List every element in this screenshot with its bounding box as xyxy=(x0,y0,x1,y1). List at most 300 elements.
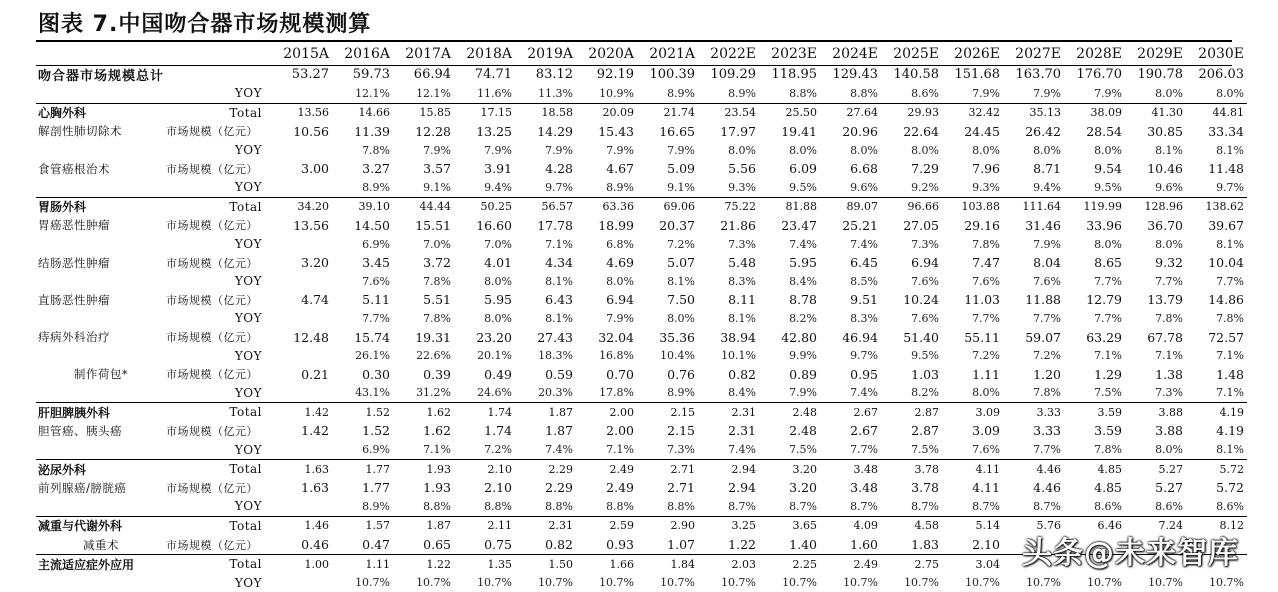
value-cell: 0.89 xyxy=(789,366,818,382)
metric-label: Total xyxy=(164,516,270,535)
value-cell: 7.96 xyxy=(972,161,1001,177)
value-cell: 8.0% xyxy=(1033,143,1062,157)
value-cell: 1.77 xyxy=(362,480,391,496)
value-cell: 7.9% xyxy=(606,311,635,325)
value-cell: 2.31 xyxy=(515,516,576,535)
value-cell: 7.2% xyxy=(484,443,513,457)
value-cell: 6.46 xyxy=(1064,516,1125,535)
value-cell: 1.11 xyxy=(972,366,1001,382)
value-cell: 32.42 xyxy=(942,103,1003,122)
value-cell xyxy=(270,346,332,365)
value-cell: 16.60 xyxy=(476,217,513,233)
value-cell: 7.9% xyxy=(789,386,818,400)
value-cell: 5.27 xyxy=(1125,459,1186,478)
value-cell: 7.1% xyxy=(423,443,452,457)
value-cell: 8.6% xyxy=(1155,499,1184,513)
table-row xyxy=(36,384,1247,403)
table-row xyxy=(36,235,1247,254)
value-cell: 22.6% xyxy=(416,349,452,363)
value-cell: 1.83 xyxy=(911,537,940,553)
metric-label: YOY xyxy=(234,237,263,252)
value-cell: 26.42 xyxy=(1025,123,1062,139)
table-row xyxy=(36,178,1247,197)
category-label xyxy=(36,440,164,459)
value-cell: 14.29 xyxy=(537,123,574,139)
procedure-label: 制作荷包* xyxy=(73,367,129,382)
value-cell: 2.31 xyxy=(728,423,757,439)
value-cell: 8.0% xyxy=(1155,237,1184,251)
value-cell: 10.7% xyxy=(904,576,940,590)
value-cell: 56.57 xyxy=(515,197,576,216)
value-cell: 7.7% xyxy=(1094,274,1123,288)
value-cell: 7.9% xyxy=(545,143,574,157)
value-cell: 9.5% xyxy=(911,349,940,363)
year-header-cell: 2023E xyxy=(771,45,818,62)
value-cell: 5.14 xyxy=(942,516,1003,535)
value-cell: 81.88 xyxy=(759,197,820,216)
value-cell: 6.09 xyxy=(789,161,818,177)
value-cell: 8.9% xyxy=(667,86,696,100)
value-cell: 3.04 xyxy=(942,554,1003,573)
value-cell: 9.54 xyxy=(1094,161,1123,177)
value-cell: 7.9% xyxy=(423,143,452,157)
value-cell: 8.0% xyxy=(667,311,696,325)
value-cell: 4.46 xyxy=(1033,480,1062,496)
value-cell: 44.81 xyxy=(1186,103,1247,122)
category-label xyxy=(36,309,164,328)
value-cell: 1.84 xyxy=(637,554,698,573)
value-cell: 3.45 xyxy=(362,255,391,271)
value-cell: 8.0% xyxy=(789,143,818,157)
value-cell: 9.4% xyxy=(1033,180,1062,194)
value-cell: 8.0% xyxy=(1155,86,1184,100)
table-row xyxy=(36,159,1247,178)
value-cell: 2.87 xyxy=(911,423,940,439)
value-cell: 0.70 xyxy=(606,366,635,382)
value-cell xyxy=(270,84,332,103)
value-cell: 2.67 xyxy=(850,423,879,439)
value-cell: 9.1% xyxy=(667,180,696,194)
value-cell: 1.77 xyxy=(332,459,393,478)
value-cell: 8.0% xyxy=(484,311,513,325)
value-cell: 12.28 xyxy=(415,123,452,139)
value-cell: 1.93 xyxy=(423,480,452,496)
table-row xyxy=(36,478,1247,497)
year-header-cell: 2016A xyxy=(344,45,391,62)
value-cell: 67.78 xyxy=(1147,329,1184,345)
value-cell: 8.0% xyxy=(972,386,1001,400)
value-cell: 7.5% xyxy=(1094,386,1123,400)
value-cell: 2.10 xyxy=(972,537,1001,553)
value-cell: 26.1% xyxy=(355,349,391,363)
value-cell: 2.15 xyxy=(637,403,698,422)
metric-label: YOY xyxy=(234,86,263,101)
table-row xyxy=(36,291,1247,310)
value-cell: 2.48 xyxy=(789,423,818,439)
value-cell: 7.6% xyxy=(911,311,940,325)
metric-label: 市场规模（亿元） xyxy=(166,424,259,438)
table-row xyxy=(36,253,1247,272)
value-cell: 6.45 xyxy=(850,255,879,271)
value-cell: 7.3% xyxy=(728,237,757,251)
value-cell: 46.94 xyxy=(842,329,879,345)
value-cell: 2.00 xyxy=(606,423,635,439)
metric-label: 市场规模（亿元） xyxy=(166,368,259,382)
value-cell: 0.82 xyxy=(545,537,574,553)
value-cell: 8.6% xyxy=(911,86,940,100)
value-cell: 89.07 xyxy=(820,197,881,216)
value-cell: 128.96 xyxy=(1125,197,1186,216)
value-cell: 3.33 xyxy=(1003,403,1064,422)
value-cell: 2.10 xyxy=(454,459,515,478)
year-header-cell: 2021A xyxy=(649,45,696,62)
value-cell: 13.79 xyxy=(1147,292,1184,308)
value-cell: 8.8% xyxy=(545,499,574,513)
value-cell: 63.29 xyxy=(1086,329,1123,345)
value-cell: 1.22 xyxy=(393,554,454,573)
value-cell: 3.20 xyxy=(759,459,820,478)
value-cell: 19.41 xyxy=(781,123,818,139)
value-cell: 5.95 xyxy=(484,292,513,308)
procedure-label: 痔病外科治疗 xyxy=(38,330,110,345)
value-cell: 39.67 xyxy=(1208,217,1245,233)
value-cell: 8.1% xyxy=(1216,237,1245,251)
value-cell: 2.29 xyxy=(515,459,576,478)
value-cell: 8.0% xyxy=(850,143,879,157)
year-header-cell: 2027E xyxy=(1015,45,1062,62)
value-cell: 7.0% xyxy=(484,237,513,251)
value-cell: 1.63 xyxy=(270,459,332,478)
table-row xyxy=(36,403,1247,422)
table-row xyxy=(36,103,1247,122)
value-cell: 8.7% xyxy=(728,499,757,513)
value-cell: 1.42 xyxy=(270,403,332,422)
value-cell: 24.6% xyxy=(477,386,513,400)
value-cell: 7.7% xyxy=(1033,443,1062,457)
value-cell: 6.43 xyxy=(545,292,574,308)
metric-label: YOY xyxy=(234,274,263,289)
value-cell: 8.65 xyxy=(1094,255,1123,271)
year-header-cell: 2020A xyxy=(588,45,635,62)
value-cell: 9.3% xyxy=(972,180,1001,194)
value-cell: 9.7% xyxy=(850,349,879,363)
value-cell: 5.56 xyxy=(728,161,757,177)
table-row xyxy=(36,122,1247,141)
value-cell: 15.51 xyxy=(415,217,452,233)
value-cell: 35.36 xyxy=(659,329,696,345)
value-cell: 9.3% xyxy=(728,180,757,194)
value-cell: 8.8% xyxy=(789,86,818,100)
value-cell: 0.76 xyxy=(667,366,696,382)
value-cell: 5.76 xyxy=(1003,516,1064,535)
value-cell: 7.7% xyxy=(1033,311,1062,325)
value-cell: 7.4% xyxy=(728,443,757,457)
value-cell: 7.3% xyxy=(667,443,696,457)
value-cell: 13.25 xyxy=(476,123,513,139)
value-cell: 9.1% xyxy=(423,180,452,194)
value-cell: 8.7% xyxy=(1033,499,1062,513)
value-cell: 1.40 xyxy=(789,537,818,553)
value-cell: 7.9% xyxy=(606,143,635,157)
value-cell: 8.12 xyxy=(1186,516,1247,535)
metric-label: YOY xyxy=(234,311,263,326)
value-cell: 10.46 xyxy=(1147,161,1184,177)
value-cell: 9.5% xyxy=(1094,180,1123,194)
procedure-label: 结肠恶性肿瘤 xyxy=(38,255,110,270)
table-row xyxy=(36,84,1247,103)
value-cell: 1.93 xyxy=(393,459,454,478)
value-cell xyxy=(270,141,332,160)
value-cell: 1.62 xyxy=(393,403,454,422)
value-cell: 7.4% xyxy=(545,443,574,457)
value-cell: 21.86 xyxy=(720,217,757,233)
value-cell: 23.47 xyxy=(781,217,818,233)
table-title: 图表 7.中国吻合器市场规模测算 xyxy=(38,12,372,37)
value-cell: 2.67 xyxy=(820,403,881,422)
value-cell: 2.59 xyxy=(576,516,637,535)
value-cell: 7.3% xyxy=(911,237,940,251)
value-cell: 7.9% xyxy=(1094,86,1123,100)
value-cell: 7.4% xyxy=(850,237,879,251)
value-cell: 1.57 xyxy=(332,516,393,535)
value-cell: 10.7% xyxy=(355,576,391,590)
value-cell: 5.72 xyxy=(1216,480,1245,496)
value-cell: 7.8% xyxy=(1094,443,1123,457)
value-cell: 129.43 xyxy=(832,67,879,82)
value-cell: 7.2% xyxy=(1033,349,1062,363)
value-cell: 7.6% xyxy=(1033,274,1062,288)
value-cell: 15.74 xyxy=(354,329,391,345)
procedure-label: 胆管癌、胰头癌 xyxy=(38,423,122,438)
year-header-row xyxy=(36,42,1247,65)
value-cell: 20.3% xyxy=(538,386,574,400)
value-cell: 8.6% xyxy=(1216,499,1245,513)
value-cell: 24.45 xyxy=(964,123,1001,139)
value-cell: 0.59 xyxy=(545,366,574,382)
value-cell: 20.1% xyxy=(477,349,513,363)
value-cell: 2.10 xyxy=(484,480,513,496)
metric-label: Total xyxy=(164,197,270,216)
value-cell: 1.48 xyxy=(1216,366,1245,382)
value-cell: 3.78 xyxy=(911,480,940,496)
value-cell: 7.7% xyxy=(1094,311,1123,325)
value-cell: 1.35 xyxy=(454,554,515,573)
value-cell: 1.52 xyxy=(332,403,393,422)
value-cell: 10.7% xyxy=(416,576,452,590)
value-cell: 5.51 xyxy=(423,292,452,308)
value-cell: 17.78 xyxy=(537,217,574,233)
value-cell: 6.68 xyxy=(850,161,879,177)
value-cell: 1.63 xyxy=(301,480,330,496)
value-cell: 32.04 xyxy=(598,329,635,345)
value-cell: 7.24 xyxy=(1125,516,1186,535)
value-cell: 20.37 xyxy=(659,217,696,233)
value-cell: 63.36 xyxy=(576,197,637,216)
value-cell: 1.11 xyxy=(332,554,393,573)
value-cell: 27.64 xyxy=(820,103,881,122)
table-row xyxy=(36,440,1247,459)
value-cell: 23.54 xyxy=(698,103,759,122)
value-cell xyxy=(270,272,332,291)
value-cell: 7.7% xyxy=(362,311,391,325)
value-cell: 10.7% xyxy=(843,576,879,590)
value-cell: 6.9% xyxy=(362,237,391,251)
value-cell: 9.6% xyxy=(1155,180,1184,194)
category-label: 减重与代谢外科 xyxy=(36,516,164,535)
value-cell: 109.29 xyxy=(710,67,757,82)
value-cell: 7.4% xyxy=(850,386,879,400)
value-cell: 8.1% xyxy=(728,311,757,325)
category-label xyxy=(36,573,164,592)
value-cell: 2.48 xyxy=(759,403,820,422)
value-cell: 118.95 xyxy=(771,67,818,82)
procedure-label: 直肠恶性肿瘤 xyxy=(38,292,110,307)
value-cell: 0.75 xyxy=(484,537,513,553)
value-cell: 8.0% xyxy=(911,143,940,157)
category-label xyxy=(36,346,164,365)
value-cell: 8.9% xyxy=(667,386,696,400)
value-cell: 8.4% xyxy=(789,274,818,288)
value-cell: 4.19 xyxy=(1216,423,1245,439)
value-cell: 111.64 xyxy=(1003,197,1064,216)
value-cell: 7.1% xyxy=(1216,386,1245,400)
value-cell: 9.7% xyxy=(1216,180,1245,194)
value-cell: 5.11 xyxy=(362,292,391,308)
value-cell: 4.01 xyxy=(484,255,513,271)
value-cell: 3.65 xyxy=(759,516,820,535)
value-cell: 4.28 xyxy=(545,161,574,177)
value-cell: 8.8% xyxy=(850,86,879,100)
value-cell: 9.6% xyxy=(850,180,879,194)
year-header-cell: 2028E xyxy=(1076,45,1123,62)
value-cell: 20.09 xyxy=(576,103,637,122)
value-cell: 7.6% xyxy=(911,274,940,288)
value-cell: 190.78 xyxy=(1137,67,1184,82)
procedure-label: 胃癌恶性肿瘤 xyxy=(38,218,110,233)
value-cell: 163.70 xyxy=(1015,67,1062,82)
value-cell: 8.2% xyxy=(911,386,940,400)
value-cell: 8.9% xyxy=(606,180,635,194)
value-cell: 10.7% xyxy=(1026,576,1062,590)
value-cell: 2.29 xyxy=(545,480,574,496)
value-cell: 1.00 xyxy=(270,554,332,573)
value-cell: 15.43 xyxy=(598,123,635,139)
category-label xyxy=(36,178,164,197)
value-cell: 25.21 xyxy=(842,217,879,233)
value-cell: 50.25 xyxy=(454,197,515,216)
value-cell: 2.49 xyxy=(820,554,881,573)
value-cell: 8.7% xyxy=(850,499,879,513)
value-cell: 2.03 xyxy=(698,554,759,573)
value-cell: 2.75 xyxy=(881,554,942,573)
value-cell: 3.88 xyxy=(1125,403,1186,422)
metric-label: YOY xyxy=(234,499,263,514)
value-cell: 3.27 xyxy=(362,161,391,177)
value-cell: 35.13 xyxy=(1003,103,1064,122)
value-cell: 10.4% xyxy=(660,349,696,363)
value-cell: 1.07 xyxy=(667,537,696,553)
value-cell: 8.6% xyxy=(1094,499,1123,513)
value-cell: 4.46 xyxy=(1003,459,1064,478)
category-label xyxy=(36,84,164,103)
value-cell xyxy=(270,497,332,516)
category-label: 胃肠外科 xyxy=(36,197,164,216)
value-cell: 10.7% xyxy=(1087,576,1123,590)
value-cell: 8.0% xyxy=(484,274,513,288)
watermark: 头条@未来智库 xyxy=(1022,536,1239,571)
value-cell: 20.96 xyxy=(842,123,879,139)
value-cell: 8.1% xyxy=(1155,143,1184,157)
value-cell: 10.7% xyxy=(721,576,757,590)
value-cell: 7.8% xyxy=(972,237,1001,251)
value-cell: 7.6% xyxy=(362,274,391,288)
value-cell: 0.47 xyxy=(362,537,391,553)
metric-label: 市场规模（亿元） xyxy=(166,293,259,307)
value-cell: 4.11 xyxy=(972,480,1001,496)
value-cell: 8.8% xyxy=(667,499,696,513)
value-cell: 8.0% xyxy=(1094,237,1123,251)
value-cell: 5.27 xyxy=(1155,480,1184,496)
value-cell: 7.8% xyxy=(362,143,391,157)
value-cell: 7.1% xyxy=(545,237,574,251)
value-cell: 7.7% xyxy=(972,311,1001,325)
value-cell: 9.9% xyxy=(789,349,818,363)
value-cell: 4.74 xyxy=(301,292,330,308)
value-cell: 5.07 xyxy=(667,255,696,271)
value-cell: 5.09 xyxy=(667,161,696,177)
value-cell: 11.6% xyxy=(477,86,513,100)
value-cell: 1.87 xyxy=(545,423,574,439)
value-cell: 7.5% xyxy=(911,443,940,457)
value-cell: 8.04 xyxy=(1033,255,1062,271)
value-cell: 9.4% xyxy=(484,180,513,194)
value-cell: 3.91 xyxy=(484,161,513,177)
value-cell: 7.7% xyxy=(1155,274,1184,288)
value-cell: 69.06 xyxy=(637,197,698,216)
value-cell: 3.33 xyxy=(1033,423,1062,439)
value-cell: 14.50 xyxy=(354,217,391,233)
value-cell: 140.58 xyxy=(893,67,940,82)
category-label xyxy=(36,235,164,254)
metric-label: 市场规模（亿元） xyxy=(166,331,259,345)
value-cell: 8.7% xyxy=(911,499,940,513)
value-cell: 11.3% xyxy=(538,86,574,100)
value-cell: 33.34 xyxy=(1208,123,1245,139)
value-cell: 2.49 xyxy=(576,459,637,478)
value-cell: 3.88 xyxy=(1155,423,1184,439)
metric-label: Total xyxy=(164,554,270,573)
value-cell: 7.5% xyxy=(789,443,818,457)
value-cell: 8.1% xyxy=(545,274,574,288)
value-cell: 8.11 xyxy=(728,292,757,308)
value-cell: 17.97 xyxy=(720,123,757,139)
metric-label: 市场规模（亿元） xyxy=(166,538,259,552)
value-cell: 11.88 xyxy=(1025,292,1062,308)
value-cell: 18.99 xyxy=(598,217,635,233)
value-cell: 6.8% xyxy=(606,237,635,251)
table-body xyxy=(36,65,1247,592)
year-header-cell: 2022E xyxy=(710,45,757,62)
value-cell: 41.30 xyxy=(1125,103,1186,122)
value-cell: 4.85 xyxy=(1064,459,1125,478)
value-cell: 10.7% xyxy=(477,576,513,590)
value-cell: 1.46 xyxy=(270,516,332,535)
year-header-cell: 2029E xyxy=(1137,45,1184,62)
value-cell: 10.7% xyxy=(1209,576,1245,590)
year-header-cell: 2026E xyxy=(954,45,1001,62)
value-cell: 9.7% xyxy=(545,180,574,194)
value-cell: 10.9% xyxy=(599,86,635,100)
